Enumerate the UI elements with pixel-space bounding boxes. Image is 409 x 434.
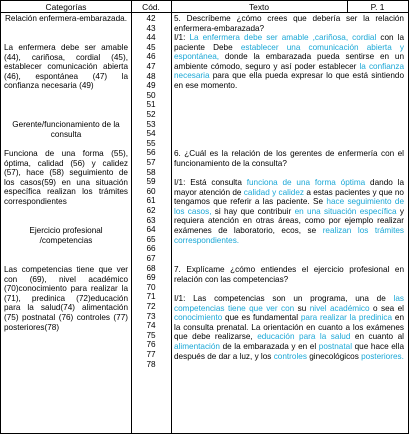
line-number: 66 (146, 244, 156, 254)
header-categorias: Categorías (45, 2, 87, 12)
line-number: 69 (146, 273, 156, 283)
text-segment: con la paciente Debe (174, 33, 405, 52)
text-segment: dando la mayor atención de (174, 178, 404, 197)
highlighted-code-segment: para realizar la predinica (300, 313, 393, 323)
line-number: 64 (146, 225, 156, 235)
text-segment: y requiera atención en otras áreas, como por ejemplo realizar exámenes de laboratorio, ecos, se (174, 206, 404, 235)
line-number: 62 (146, 206, 156, 215)
highlighted-code-segment: conocimiento (174, 313, 223, 323)
line-number: 59 (146, 177, 156, 187)
line-number: 76 (146, 340, 156, 350)
header-divider (1, 12, 408, 13)
line-number: 56 (146, 148, 156, 158)
highlighted-code-segment: alimentación (174, 341, 220, 351)
text-segment: que es fundamental (222, 313, 301, 323)
answer-6 (174, 178, 404, 245)
line-number: 50 (146, 90, 156, 100)
line-number: 73 (146, 311, 156, 321)
highlighted-code-segment: establecer una comunicación abierta y espontánea, (174, 42, 404, 62)
highlighted-code-segment: realizan los trámites correspondientes. (174, 225, 404, 245)
line-number: 54 (146, 129, 156, 139)
line-number: 60 (146, 186, 156, 196)
highlighted-code-segment: postnatal (318, 341, 353, 351)
line-number: 65 (146, 234, 156, 244)
line-number: 42 (146, 14, 156, 23)
highlighted-code-segment: nivel académico (309, 303, 370, 313)
text-segment: I/1: Está consulta (174, 178, 247, 187)
highlighted-code-segment: educación para la salud (257, 332, 351, 342)
line-number: 78 (146, 359, 156, 369)
header-texto: Texto (248, 2, 270, 12)
text-segment: donde la embarazada pueda sentirse en un ambiente cómodo, seguro y así poder establecer (174, 52, 404, 71)
line-number: 67 (146, 254, 156, 263)
highlighted-code-segment: hace seguimiento de los casos, (174, 197, 405, 216)
line-number: 44 (146, 33, 156, 43)
line-number: 58 (146, 167, 156, 177)
category-title-3: Ejercicio profesional /competencias (29, 226, 103, 245)
category-body-2: Funciona de una forma (55), óptima, calidad (56) y calidez (57), hace (58) seguimiento de los casos(59) en una situación específica realizan los trámites correspondientes (4, 149, 128, 206)
text-segment: a estas pacientes y que no tengamos que referir a las paciente. Se (174, 187, 404, 207)
header-cod: Cód. (142, 2, 160, 12)
line-number: 49 (146, 81, 156, 91)
line-number: 57 (146, 158, 156, 167)
text-segment: si hay que contribuir (211, 206, 295, 216)
text-segment: o sea el (369, 303, 404, 313)
line-number: 48 (146, 71, 156, 81)
highlighted-code-segment: en una situación específica (294, 206, 397, 216)
highlighted-code-segment: posteriores. (361, 351, 404, 361)
line-number: 45 (146, 42, 156, 52)
question-5: 5. Descríbeme ¿cómo crees que debería ser la relación enfermera-embarazada? (174, 14, 404, 33)
line-number: 51 (146, 100, 156, 110)
line-number: 74 (146, 321, 156, 331)
text-segment: en la consulta prenatal. La orientación en cuanto a los exámenes que debe realizarse, (174, 313, 405, 342)
line-number: 71 (146, 292, 156, 302)
header-page: P. 1 (370, 2, 385, 12)
highlighted-code-segment: funciona de una forma óptima (246, 178, 366, 187)
text-segment: I/1: Las competencias son un programa, una de (174, 294, 394, 303)
highlighted-code-segment: calidad y calidez (243, 187, 304, 197)
text-segment: para que ella pueda expresar lo que está sintiendo en ese momento. (174, 71, 404, 90)
question-6: 6. ¿Cuál es la relación de los gerentes de enfermería con el funcionamiento de la consulta? (174, 149, 404, 168)
line-number: 63 (146, 215, 156, 225)
column-divider (171, 1, 172, 433)
answer-7 (174, 294, 404, 361)
text-segment: en cuanto al (350, 332, 404, 342)
line-number: 68 (146, 263, 156, 273)
text-segment: I/1: (174, 33, 190, 42)
category-body-3: Las competencias tiene que ver con (69), nivel académico (70)conocimiento para realizar la (71), predinica (72)educación para la salud(74) alimentación (75) postnatal (76) controles (77) posteriores(78) (4, 265, 128, 332)
highlighted-code-segment: las competencias tiene que ver con (174, 294, 404, 313)
category-title-1: Relación enfermera-embarazada. (5, 14, 127, 23)
line-number: 70 (146, 282, 156, 292)
text-segment: que hace ella después de dar a luz, y los (174, 341, 404, 361)
category-body-1: La enfermera debe ser amable (44), cariñosa, cordial (45), establecer comunicación abierta (46), espontánea (47) la confianza necesaria (49) (4, 43, 128, 91)
line-number: 52 (146, 110, 156, 119)
line-number: 75 (146, 330, 156, 340)
text-segment: de la embarazada y en el (219, 341, 319, 351)
question-7: 7. Explícame ¿cómo entiendes el ejercicio profesional en relación con las competencias? (174, 265, 404, 284)
line-number: 55 (146, 138, 156, 148)
highlighted-code-segment: controles (273, 351, 307, 361)
answer-5 (174, 33, 404, 91)
line-number: 77 (146, 350, 156, 359)
highlighted-code-segment: La enfermera debe ser amable ,cariñosa, cordial (189, 33, 377, 42)
line-number: 43 (146, 23, 156, 33)
line-number: 53 (146, 119, 156, 129)
category-title-2: Gerente/funcionamiento de la consulta (12, 120, 120, 139)
highlighted-code-segment: la confianza necesaria (174, 61, 404, 81)
line-number: 72 (146, 302, 156, 311)
line-number: 47 (146, 62, 156, 71)
line-number: 46 (146, 52, 156, 62)
text-segment: su (294, 303, 310, 313)
line-number: 61 (146, 196, 156, 206)
text-segment: ginecológicos (306, 351, 362, 361)
